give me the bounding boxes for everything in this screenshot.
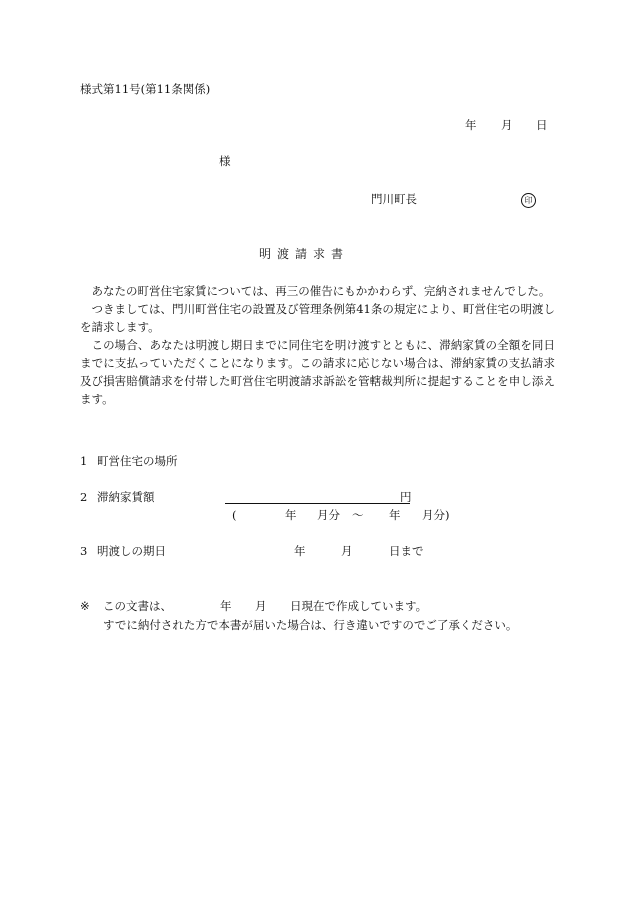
note-mark: ※ xyxy=(80,599,90,613)
period-open: ( xyxy=(232,508,237,522)
note-suffix: 日現在で作成しています。 xyxy=(290,599,428,613)
note-line2: すでに納付された方で本書が届いた場合は、行き違いですのでご了承ください。 xyxy=(103,618,518,632)
period-month2: 月分) xyxy=(422,508,450,522)
period-year2: 年 xyxy=(389,508,401,522)
addressee-suffix: 様 xyxy=(219,154,231,168)
item2-label: 滞納家賃額 xyxy=(97,490,155,504)
period-tilde: ～ xyxy=(352,508,364,522)
note-month: 月 xyxy=(255,599,267,613)
document-title: 明渡請求書 xyxy=(259,247,350,261)
body-text xyxy=(80,282,555,408)
date-year-label: 年 xyxy=(465,118,477,132)
item2-unit: 円 xyxy=(400,490,412,504)
amount-underline xyxy=(225,503,410,504)
item3-label: 明渡しの期日 xyxy=(97,544,166,558)
seal-mark: 印 xyxy=(521,193,536,208)
note-year: 年 xyxy=(220,599,232,613)
body-paragraph-3: この場合、あなたは明渡し期日までに同住宅を明け渡すとともに、滞納家賃の全額を同日までに支払っていただくことになります。この請求に応じない場合は、滞納家賃の支払請求及び損害賠償請求を付帯した町営住宅明渡請求訴訟を管轄裁判所に提起することを申し添えます。 xyxy=(80,338,555,406)
period-year1: 年 xyxy=(285,508,297,522)
sender-title: 門川町長 xyxy=(371,192,417,206)
period-month1: 月分 xyxy=(317,508,340,522)
note-prefix: この文書は、 xyxy=(103,599,172,613)
body-paragraph-2: つきましては、門川町営住宅の設置及び管理条例第41条の規定により、町営住宅の明渡しを請求します。 xyxy=(80,302,555,334)
item3-number: 3 xyxy=(80,544,88,558)
item3-day: 日まで xyxy=(389,544,424,558)
item3-year: 年 xyxy=(294,544,306,558)
item3-month: 月 xyxy=(341,544,353,558)
body-paragraph-1: あなたの町営住宅家賃については、再三の催告にもかかわらず、完納されませんでした。 xyxy=(91,284,551,298)
item1-label: 町営住宅の場所 xyxy=(97,454,178,468)
item2-number: 2 xyxy=(80,490,88,504)
date-month-label: 月 xyxy=(501,118,513,132)
date-day-label: 日 xyxy=(536,118,548,132)
form-number: 様式第11号(第11条関係) xyxy=(80,82,211,96)
item1-number: 1 xyxy=(80,454,88,468)
